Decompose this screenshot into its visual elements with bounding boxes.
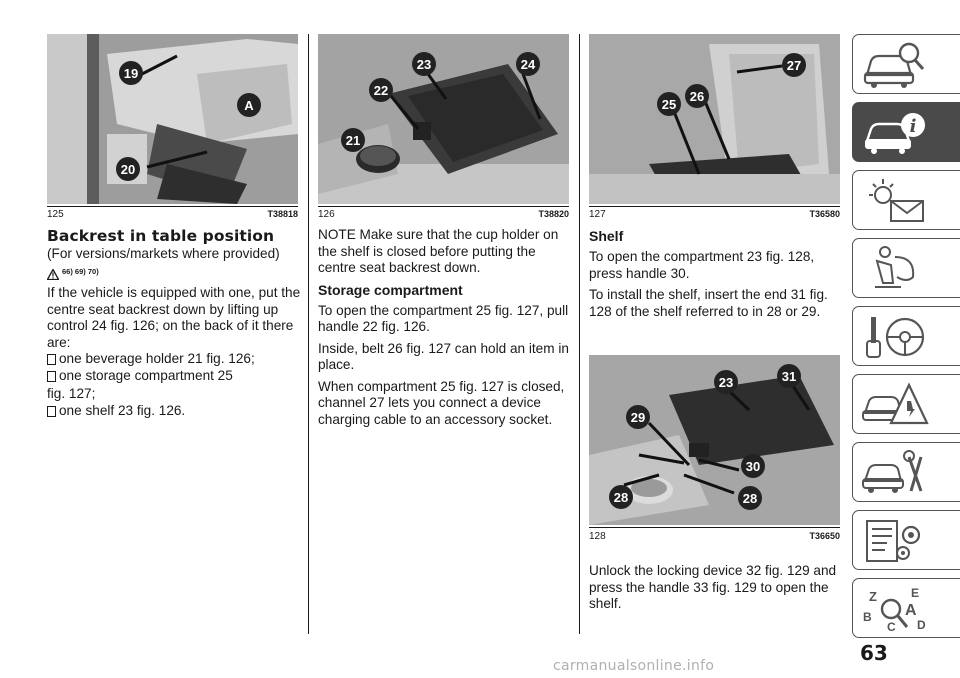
car-search-icon (861, 39, 929, 91)
info-i-glyph: i (909, 116, 917, 137)
figure-125-code: T38818 (267, 209, 298, 219)
note-paragraph: NOTE Make sure that the cup holder on the shelf is closed before putting the centre seat backrest down. (318, 227, 559, 275)
tab-car-service[interactable] (852, 442, 960, 502)
svg-text:A: A (244, 98, 254, 113)
figure-125-photo (47, 34, 298, 204)
svg-text:23: 23 (718, 375, 734, 390)
column-1 (47, 228, 303, 419)
figure-127-photo (589, 34, 840, 204)
column-2 (318, 227, 574, 433)
figure-127-number: 127 (589, 209, 606, 220)
figure-126-rule (318, 206, 569, 207)
figure-128-code: T36650 (809, 531, 840, 541)
warning-references (47, 264, 303, 281)
svg-text:A: A (905, 602, 917, 619)
tab-car-info[interactable] (852, 102, 960, 162)
intro-paragraph: If the vehicle is equipped with one, put the centre seat backrest down by lifting up control 24 fig. 126; on the back of it there are: (47, 285, 301, 350)
figure-126-photo (318, 34, 569, 204)
svg-text:19: 19 (123, 66, 139, 81)
paragraph: When compartment 25 fig. 127 is closed, channel 27 lets you connect a device charging cable to an accessory socket. (318, 378, 565, 427)
tab-technical-data[interactable] (852, 510, 960, 570)
figure-128-photo (589, 355, 840, 525)
watermark: carmanualsonline.info (553, 658, 715, 674)
tab-keys-steering[interactable] (852, 306, 960, 366)
page-number: 63 (860, 641, 888, 665)
paragraph: To open the compartment 25 fig. 127, pull handle 22 fig. 126. (318, 302, 569, 334)
paragraph: To install the shelf, insert the end 31 fig. 128 of the shelf referred to in 28 or 29. (589, 287, 828, 319)
checkbox-bullet-icon (47, 406, 56, 417)
svg-text:26: 26 (689, 89, 705, 104)
availability-note: (For versions/markets where provided) (47, 246, 280, 261)
car-breakdown-icon (861, 379, 929, 431)
column-divider-2 (579, 34, 580, 634)
car-service-icon (861, 447, 929, 499)
svg-text:22: 22 (373, 83, 389, 98)
svg-text:B: B (863, 610, 872, 624)
svg-text:25: 25 (661, 97, 677, 112)
figure-128-number: 128 (589, 531, 606, 542)
key-steering-wheel-icon (861, 311, 929, 363)
column-3 (589, 228, 845, 325)
warning-lights-icon (861, 175, 929, 227)
index-search-icon (861, 583, 929, 635)
airbag-steering-icon (861, 243, 929, 295)
bullet-item: one shelf 23 fig. 126. (47, 403, 303, 420)
storage-compartment-heading: Storage compartment (318, 281, 463, 298)
svg-text:23: 23 (416, 57, 432, 72)
svg-text:31: 31 (781, 369, 797, 384)
paragraph: To open the compartment 23 fig. 128, press handle 30. (589, 249, 815, 281)
svg-text:28: 28 (613, 490, 629, 505)
figure-125-rule (47, 206, 298, 207)
svg-text:27: 27 (786, 58, 802, 73)
figure-127-rule (589, 206, 840, 207)
bullet-item: one beverage holder 21 fig. 126; (47, 351, 303, 368)
svg-text:20: 20 (120, 162, 136, 177)
checkbox-bullet-icon (47, 371, 56, 382)
column-3-lower (589, 563, 845, 618)
figure-125-number: 125 (47, 209, 64, 220)
tab-airbag-steering[interactable] (852, 238, 960, 298)
technical-data-icon (861, 515, 929, 567)
paragraph: Inside, belt 26 fig. 127 can hold an item in place. (318, 340, 569, 372)
figure-126-number: 126 (318, 209, 335, 220)
section-heading: Backrest in table position (47, 227, 275, 245)
svg-text:Z: Z (869, 589, 877, 604)
figure-128-rule (589, 527, 840, 528)
svg-text:C: C (887, 620, 896, 634)
svg-text:21: 21 (345, 133, 361, 148)
tab-car-breakdown[interactable] (852, 374, 960, 434)
svg-text:29: 29 (630, 410, 646, 425)
tab-car-search[interactable] (852, 34, 960, 94)
svg-text:E: E (911, 586, 920, 600)
svg-text:28: 28 (742, 491, 758, 506)
svg-text:30: 30 (745, 459, 761, 474)
warning-ref-numbers: 66) 69) 70) (62, 266, 99, 276)
checkbox-bullet-icon (47, 354, 56, 365)
svg-text:D: D (917, 618, 926, 632)
paragraph: Unlock the locking device 32 fig. 129 and press the handle 33 fig. 129 to open the shelf. (589, 563, 837, 611)
warning-triangle-icon (47, 269, 59, 280)
column-divider-1 (308, 34, 309, 634)
figure-127-code: T36580 (809, 209, 840, 219)
tab-index[interactable] (852, 578, 960, 638)
figure-126-code: T38820 (538, 209, 569, 219)
bullet-continuation: fig. 127; (47, 386, 96, 401)
svg-text:24: 24 (520, 57, 536, 72)
car-info-icon (861, 107, 929, 159)
bullet-item: one storage compartment 25 (47, 368, 303, 385)
shelf-heading: Shelf (589, 228, 624, 244)
tab-warning-lights[interactable] (852, 170, 960, 230)
